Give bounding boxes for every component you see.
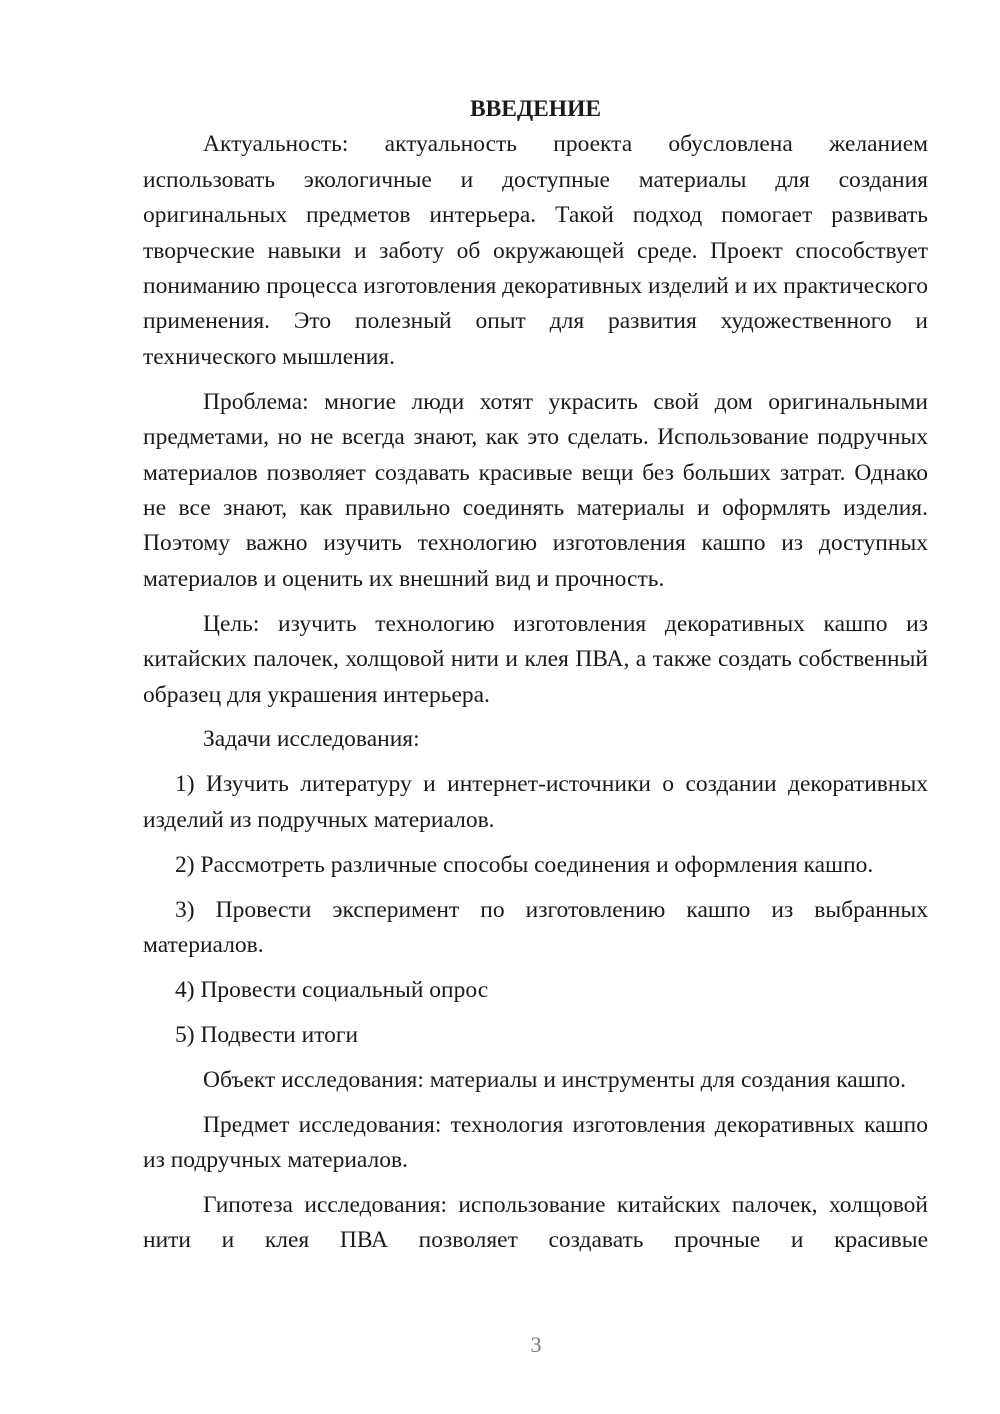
paragraph-problem: Проблема: многие люди хотят украсить свой дом оригинальными предметами, но не всегда знают, как это сделать. Использование подручных материалов позволяет создавать красивые вещи без больших затрат. Однако не все знают, как правильно соединять материалы и оформлять изделия. Поэтому важно изучить технологию изготовления кашпо из доступных материалов и оценить их внешний вид и прочность. (143, 388, 928, 592)
task-item-4: 4) Провести социальный опрос (175, 976, 489, 1003)
paragraph-subject: Предмет исследования: технология изготовления декоративных кашпо из подручных материалов. (143, 1111, 928, 1173)
page-number: 3 (530, 1332, 542, 1357)
task-item-5: 5) Подвести итоги (175, 1021, 359, 1048)
paragraph-hypothesis: Гипотеза исследования: использование китайских палочек, холщовой нити и клея ПВА позволяет создавать прочные и красивые (143, 1191, 928, 1254)
paragraph-relevance: Актуальность: актуальность проекта обусловлена желанием использовать экологичные и доступные материалы для создания оригинальных предметов интерьера. Такой подход помогает развивать творческие навыки и заботу об окружающей среде. Проект способствует пониманию процесса изготовления декоративных изделий и их практического применения. Это полезный опыт для развития художественного и технического мышления. (143, 131, 929, 370)
task-item-3: 3) Провести эксперимент по изготовлению кашпо из выбранных материалов. (143, 896, 928, 958)
task-item-2: 2) Рассмотреть различные способы соединения и оформления кашпо. (175, 851, 874, 878)
paragraph-goal: Цель: изучить технологию изготовления декоративных кашпо из китайских палочек, холщовой нити и клея ПВА, а также создать собственный образец для украшения интерьера. (143, 610, 928, 708)
paragraph-tasks-heading: Задачи исследования: (203, 726, 420, 753)
paragraph-object: Объект исследования: материалы и инструменты для создания кашпо. (203, 1066, 907, 1093)
page-title: ВВЕДЕНИЕ (469, 96, 602, 122)
task-item-1: 1) Изучить литературу и интернет-источники о создании декоративных изделий из подручных материалов. (143, 771, 928, 833)
document-body (143, 92, 928, 1259)
